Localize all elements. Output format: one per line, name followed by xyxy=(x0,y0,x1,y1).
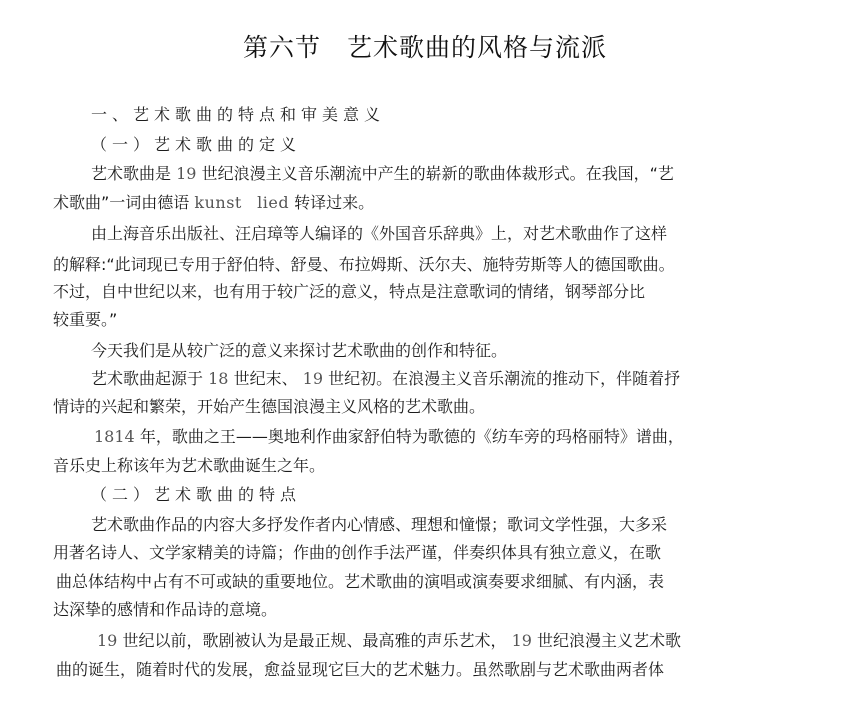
paragraph-broad-sense: 今天我们是从较广泛的意义来探讨艺术歌曲的创作和特征。 xyxy=(91,341,508,360)
paragraph-dictionary-line-2: 的解释:“此词现已专用于舒伯特、舒曼、布拉姆斯、沃尔夫、施特劳斯等人的德国歌曲。 xyxy=(53,255,675,274)
paragraph-definition-line-2: 术歌曲”一词由德语 kunst lied 转译过来。 xyxy=(53,193,375,212)
paragraph-dictionary-line-4: 较重要。” xyxy=(53,310,118,329)
subheading-characteristics: （二）艺术歌曲的特点 xyxy=(91,485,302,504)
german-word-kunst: kunst xyxy=(194,193,242,212)
paragraph-dictionary-line-1: 由上海音乐出版社、汪启璋等人编译的《外国音乐辞典》上，对艺术歌曲作了这样 xyxy=(91,224,668,243)
paragraph-features-line-4: 达深挚的感情和作品诗的意境。 xyxy=(53,600,278,619)
paragraph-opera-line-2: 曲的诞生，随着时代的发展，愈益显现它巨大的艺术魅力。虽然歌剧与艺术歌曲两者体 xyxy=(56,660,665,679)
paragraph-features-line-3: 曲总体结构中占有不可或缺的重要地位。艺术歌曲的演唱或演奏要求细腻、有内涵，表 xyxy=(56,572,665,591)
paragraph-origin-line-2: 情诗的兴起和繁荣，开始产生德国浪漫主义风格的艺术歌曲。 xyxy=(53,397,486,416)
paragraph-dictionary-line-3: 不过，自中世纪以来，也有用于较广泛的意义，特点是注意歌词的情绪，钢琴部分比 xyxy=(53,282,646,301)
paragraph-origin-line-1: 艺术歌曲起源于 18 世纪末、 19 世纪初。在浪漫主义音乐潮流的推动下，伴随着抒 xyxy=(91,369,681,388)
year-number: 19 xyxy=(97,631,118,650)
subheading-definition: （一）艺术歌曲的定义 xyxy=(91,135,302,154)
paragraph-definition-line-1: 艺术歌曲是 19 世纪浪漫主义音乐潮流中产生的崭新的歌曲体裁形式。在我国，“艺 xyxy=(91,164,674,183)
section-title: 第六节 艺术歌曲的风格与流派 xyxy=(242,33,607,62)
heading-characteristics: 一、艺术歌曲的特点和审美意义 xyxy=(91,105,386,124)
paragraph-features-line-1: 艺术歌曲作品的内容大多抒发作者内心情感、理想和憧憬；歌词文学性强，大多采 xyxy=(91,515,668,534)
paragraph-opera-line-1: 19 世纪以前，歌剧被认为是最正规、最高雅的声乐艺术， 19 世纪浪漫主义艺术歌 xyxy=(97,631,682,650)
year-number: 19 xyxy=(302,369,324,388)
year-number: 19 xyxy=(511,631,532,650)
year-number: 19 xyxy=(176,164,197,183)
paragraph-1814-line-2: 音乐史上称该年为艺术歌曲诞生之年。 xyxy=(53,456,326,475)
german-word-lied: lied xyxy=(257,193,290,212)
year-number: 18 xyxy=(208,369,229,388)
year-number: 1814 xyxy=(94,427,135,446)
paragraph-features-line-2: 用著名诗人、文学家精美的诗篇；作曲的创作手法严谨，伴奏织体具有独立意义，在歌 xyxy=(53,543,662,562)
paragraph-1814-line-1: 1814 年，歌曲之王——奥地利作曲家舒伯特为歌德的《纺车旁的玛格丽特》谱曲， xyxy=(94,427,684,446)
